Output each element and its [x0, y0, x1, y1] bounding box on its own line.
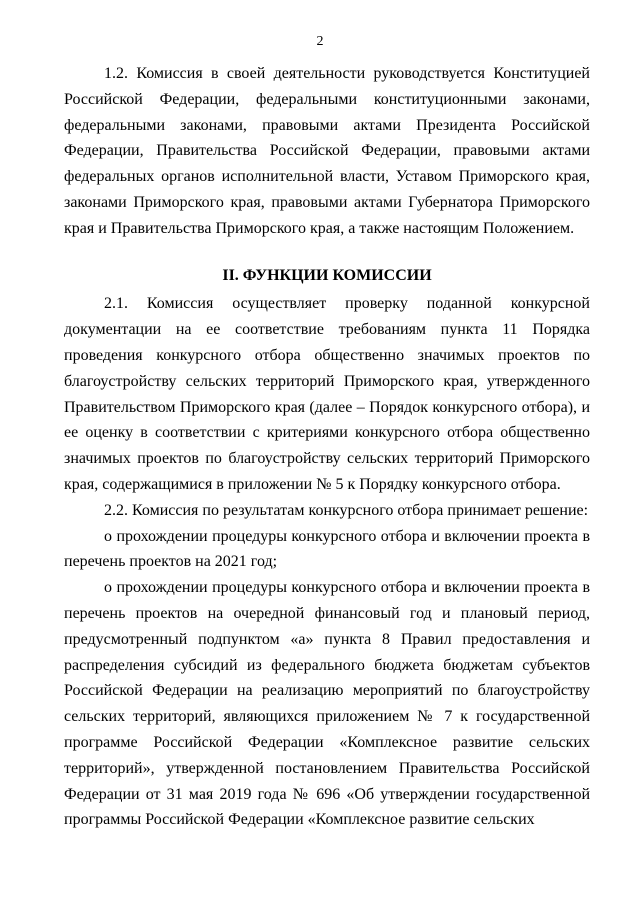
paragraph-decision-planned-period: о прохождении процедуры конкурсного отбора и включении проекта в перечень проектов на очередной финансовый год и плановый период, предусмотренный подпунктом «а» пункта 8 Правил предоставления и распределения субсидий из федерального бюджета бюджетам субъектов Российской Федерации на реализацию мероприятий по благоустройству сельских территорий, являющихся приложением № 7 к государственной программе Российской Федерации «Комплексное развитие сельских территорий», утвержденной постановлением Правительства Российской Федерации от 31 мая 2019 года № 696 «Об утверждении государственной программы Российской Федерации «Комплексное развитие сельских	[64, 579, 590, 829]
paragraph-2-2: 2.2. Комиссия по результатам конкурсного отбора принимает решение:	[104, 501, 589, 519]
document-body	[64, 61, 590, 833]
page-number: 2	[316, 34, 324, 49]
paragraph-2-1: 2.1. Комиссия осуществляет проверку поданной конкурсной документации на ее соответствие требованиям пункта 11 Порядка проведения конкурсного отбора общественно значимых проектов по благоустройству сельских территорий Приморского края, утвержденного Правительством Приморского края (далее – Порядок конкурсного отбора), и ее оценку в соответствии с критериями конкурсного отбора общественно значимых проектов по благоустройству сельских территорий Приморского края, содержащимися в приложении № 5 к Порядку конкурсного отбора.	[64, 295, 590, 493]
section-title: II. ФУНКЦИИ КОМИССИИ	[222, 266, 432, 284]
paragraph-decision-2021: о прохождении процедуры конкурсного отбора и включении проекта в перечень проектов на 2021 год;	[64, 527, 590, 571]
paragraph-1-2: 1.2. Комиссия в своей деятельности руководствуется Конституцией Российской Федерации, федеральными конституционными законами, федеральными законами, правовыми актами Президента Российской Федерации, Правительства Российской Федерации, правовыми актами федеральных органов исполнительной власти, Уставом Приморского края, законами Приморского края, правовыми актами Губернатора Приморского края и Правительства Приморского края, а также настоящим Положением.	[64, 65, 590, 237]
